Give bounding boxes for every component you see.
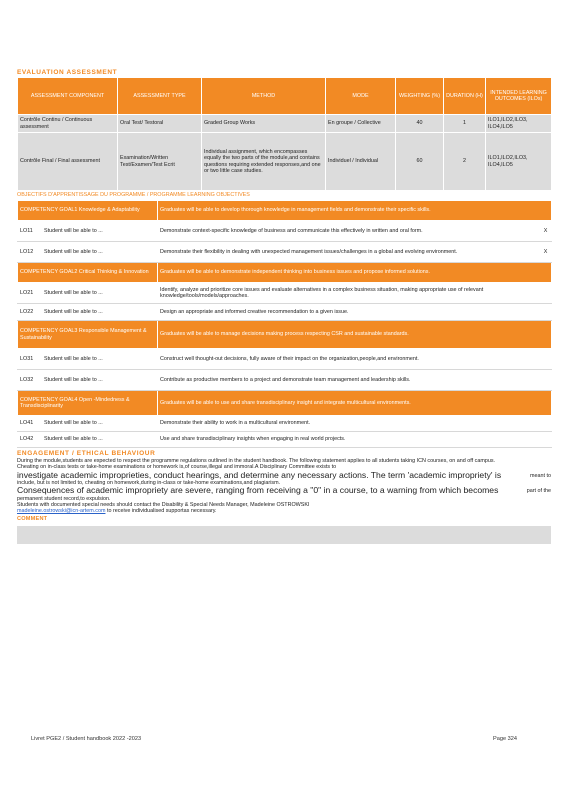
header-method: METHOD xyxy=(202,78,326,115)
lo-code: LO12 xyxy=(18,242,42,263)
assessment-ilos: ILO1,ILO2,ILO3, ILO4,ILO5 xyxy=(486,115,552,133)
assessment-component: Contrôle Continu / Continuous assessment xyxy=(18,115,118,133)
header-mode: MODE xyxy=(326,78,396,115)
competency-goal-4 xyxy=(18,391,552,416)
engagement-paragraph: include, but is not limited to, cheating on homework,during in-class or take-home examinations,and plagiarism. xyxy=(17,480,281,486)
assessment-mode: En groupe / Collective xyxy=(326,115,396,133)
lo-code: LO31 xyxy=(18,349,42,370)
lo-mark: X xyxy=(540,221,552,242)
learning-objective-row xyxy=(18,416,552,432)
assessment-component: Contrôle Final / Final assessment xyxy=(18,133,118,191)
lo-code: LO32 xyxy=(18,370,42,391)
learning-objective-row xyxy=(18,370,552,391)
competency-goal-label: COMPETENCY GOAL4 Open -Mindedness & Transdisciplinarity xyxy=(18,391,158,416)
header-duration: DURATION (H) xyxy=(444,78,486,115)
lo-text: Demonstrate context-specific knowledge of business and communicate this effectively in written and oral form. xyxy=(158,221,540,242)
lo-label: Student will be able to ... xyxy=(42,370,158,391)
page-footer xyxy=(31,736,531,742)
header-weighting: WEIGHTING (%) xyxy=(396,78,444,115)
lo-text: Design an appropriate and informed creative recommendation to a given issue. xyxy=(158,304,540,321)
engagement-paragraph: investigate academic improprieties, conduct hearings, and determine any necessary actions. The term 'academic impropriety' is xyxy=(17,469,502,480)
engagement-paragraph: permanent student record,to expulsion. xyxy=(17,495,111,502)
learning-objective-row xyxy=(18,221,552,242)
page-content xyxy=(17,68,551,544)
assessment-type: Oral Test/ Testoral xyxy=(118,115,202,133)
assessment-duration: 1 xyxy=(444,115,486,133)
competency-goal-2 xyxy=(18,263,552,283)
assessment-ilos: ILO1,ILO2,ILO3, ILO4,ILO5 xyxy=(486,133,552,191)
lo-code: LO41 xyxy=(18,416,42,432)
lo-label: Student will be able to ... xyxy=(42,242,158,263)
lo-mark xyxy=(540,416,552,432)
competency-goal-description: Graduates will be able to manage decisions making process respecting CSR and sustainable standards. xyxy=(158,321,552,349)
lo-mark xyxy=(540,349,552,370)
assessment-method: Graded Group Works xyxy=(202,115,326,133)
learning-objective-row xyxy=(18,304,552,321)
lo-label: Student will be able to ... xyxy=(42,304,158,321)
learning-objective-row xyxy=(18,283,552,304)
learning-objective-row xyxy=(18,349,552,370)
lo-code: LO22 xyxy=(18,304,42,321)
engagement-fragment: part of the xyxy=(526,488,551,495)
header-assessment-component: ASSESSMENT COMPONENT xyxy=(18,78,118,115)
assessment-mode: Individuel / Individual xyxy=(326,133,396,191)
assessment-method: Individual assignment, which encompasses equally the two parts of the module,and contains questions requiring extended responses,and one or two little case studies. xyxy=(202,133,326,191)
lo-label: Student will be able to ... xyxy=(42,221,158,242)
competency-goal-label: COMPETENCY GOAL2 Critical Thinking & Innovation xyxy=(18,263,158,283)
engagement-fragment: meant to xyxy=(530,472,551,479)
lo-code: LO42 xyxy=(18,432,42,448)
lo-label: Student will be able to ... xyxy=(42,283,158,304)
header-assessment-type: ASSESSMENT TYPE xyxy=(118,78,202,115)
evaluation-title: EVALUATION ASSESSMENT xyxy=(17,69,118,76)
lo-mark: X xyxy=(540,242,552,263)
engagement-paragraph: Students with documented special needs should contact the Disability & Special Needs Manager, Madeleine OSTROWSKI xyxy=(17,502,310,508)
lo-mark xyxy=(540,432,552,448)
competency-goal-1 xyxy=(18,201,552,221)
competency-goal-label: COMPETENCY GOAL3 Responsible Management & Sustainability xyxy=(18,321,158,349)
engagement-paragraph: Consequences of academic impropriety are severe, ranging from receiving a "0" in a course, to a warning from which becomes xyxy=(17,485,499,496)
lo-text: Contribute as productive members to a project and demonstrate team management and leadership skills. xyxy=(158,370,540,391)
lo-mark xyxy=(540,283,552,304)
learning-objective-row xyxy=(18,242,552,263)
lo-mark xyxy=(540,370,552,391)
objectives-title: OBJECTIFS D'APPRENTISSAGE DU PROGRAMME / PROGRAMME LEARNING OBJECTIVES xyxy=(17,192,250,198)
engagement-paragraph: During the module,students are expected to respect the programme regulations outlined in the student handbook. The following statement applies to all students taking ICN courses, on and off campus. xyxy=(17,458,496,464)
competency-goal-description: Graduates will be able to use and share transdisciplinary insight and integrate multicultural environments. xyxy=(158,391,552,416)
engagement-paragraph: Cheating on in-class tests or take-home examinations or homework is,of course,illegal and immoral.A Disciplinary Committee exists to xyxy=(17,464,337,471)
footer-page-number: Page 324 xyxy=(493,736,517,742)
lo-text: Demonstrate their flexibility in dealing with unexpected management issues/challenges in a global and evolving environment. xyxy=(158,242,540,263)
assessment-weighting: 60 xyxy=(396,133,444,191)
lo-code: LO21 xyxy=(18,283,42,304)
evaluation-table xyxy=(17,77,552,191)
competency-goal-label: COMPETENCY GOAL1 Knowledge & Adaptability xyxy=(18,201,158,221)
competency-goal-description: Graduates will be able to develop thorough knowledge in management fields and demonstrate their specific skills. xyxy=(158,201,552,221)
comment-box xyxy=(17,526,551,544)
lo-label: Student will be able to ... xyxy=(42,432,158,448)
table-row xyxy=(18,133,552,191)
competency-goal-3 xyxy=(18,321,552,349)
header-ilos: INTENDED LEARNING OUTCOMES (ILOs) xyxy=(486,78,552,115)
objectives-table xyxy=(17,200,552,448)
competency-goal-description: Graduates will be able to demonstrate independent thinking into business issues and propose informed solutions. xyxy=(158,263,552,283)
table-row xyxy=(18,115,552,133)
engagement-text xyxy=(17,458,551,515)
assessment-duration: 2 xyxy=(444,133,486,191)
lo-code: LO11 xyxy=(18,221,42,242)
lo-label: Student will be able to ... xyxy=(42,416,158,432)
engagement-title: ENGAGEMENT / ETHICAL BEHAVIOUR xyxy=(17,450,156,457)
disability-email-link[interactable]: madeleine.ostrowski@icn-artem.com xyxy=(17,508,106,515)
learning-objective-row xyxy=(18,432,552,448)
evaluation-header-row xyxy=(18,78,552,115)
lo-label: Student will be able to ... xyxy=(42,349,158,370)
lo-text: Identify, analyze and prioritize core issues and evaluate alternatives in a complex business situation, making appropriate use of relevant knowledge/tools/models/approaches. xyxy=(158,283,540,304)
lo-text: Construct well thought-out decisions, fully aware of their impact on the organization,people,and environment. xyxy=(158,349,540,370)
assessment-weighting: 40 xyxy=(396,115,444,133)
engagement-paragraph: to receive individualised supportas necessary. xyxy=(106,508,217,515)
footer-handbook-label: Livret PGE2 / Student handbook 2022 -2023 xyxy=(31,736,142,742)
lo-mark xyxy=(540,304,552,321)
lo-text: Demonstrate their ability to work in a multicultural environment. xyxy=(158,416,540,432)
lo-text: Use and share transdisciplinary insights when engaging in real world projects. xyxy=(158,432,540,448)
assessment-type: Examination/Written Test/Examen/Test Ecrit xyxy=(118,133,202,191)
comment-title: COMMENT xyxy=(17,515,48,522)
